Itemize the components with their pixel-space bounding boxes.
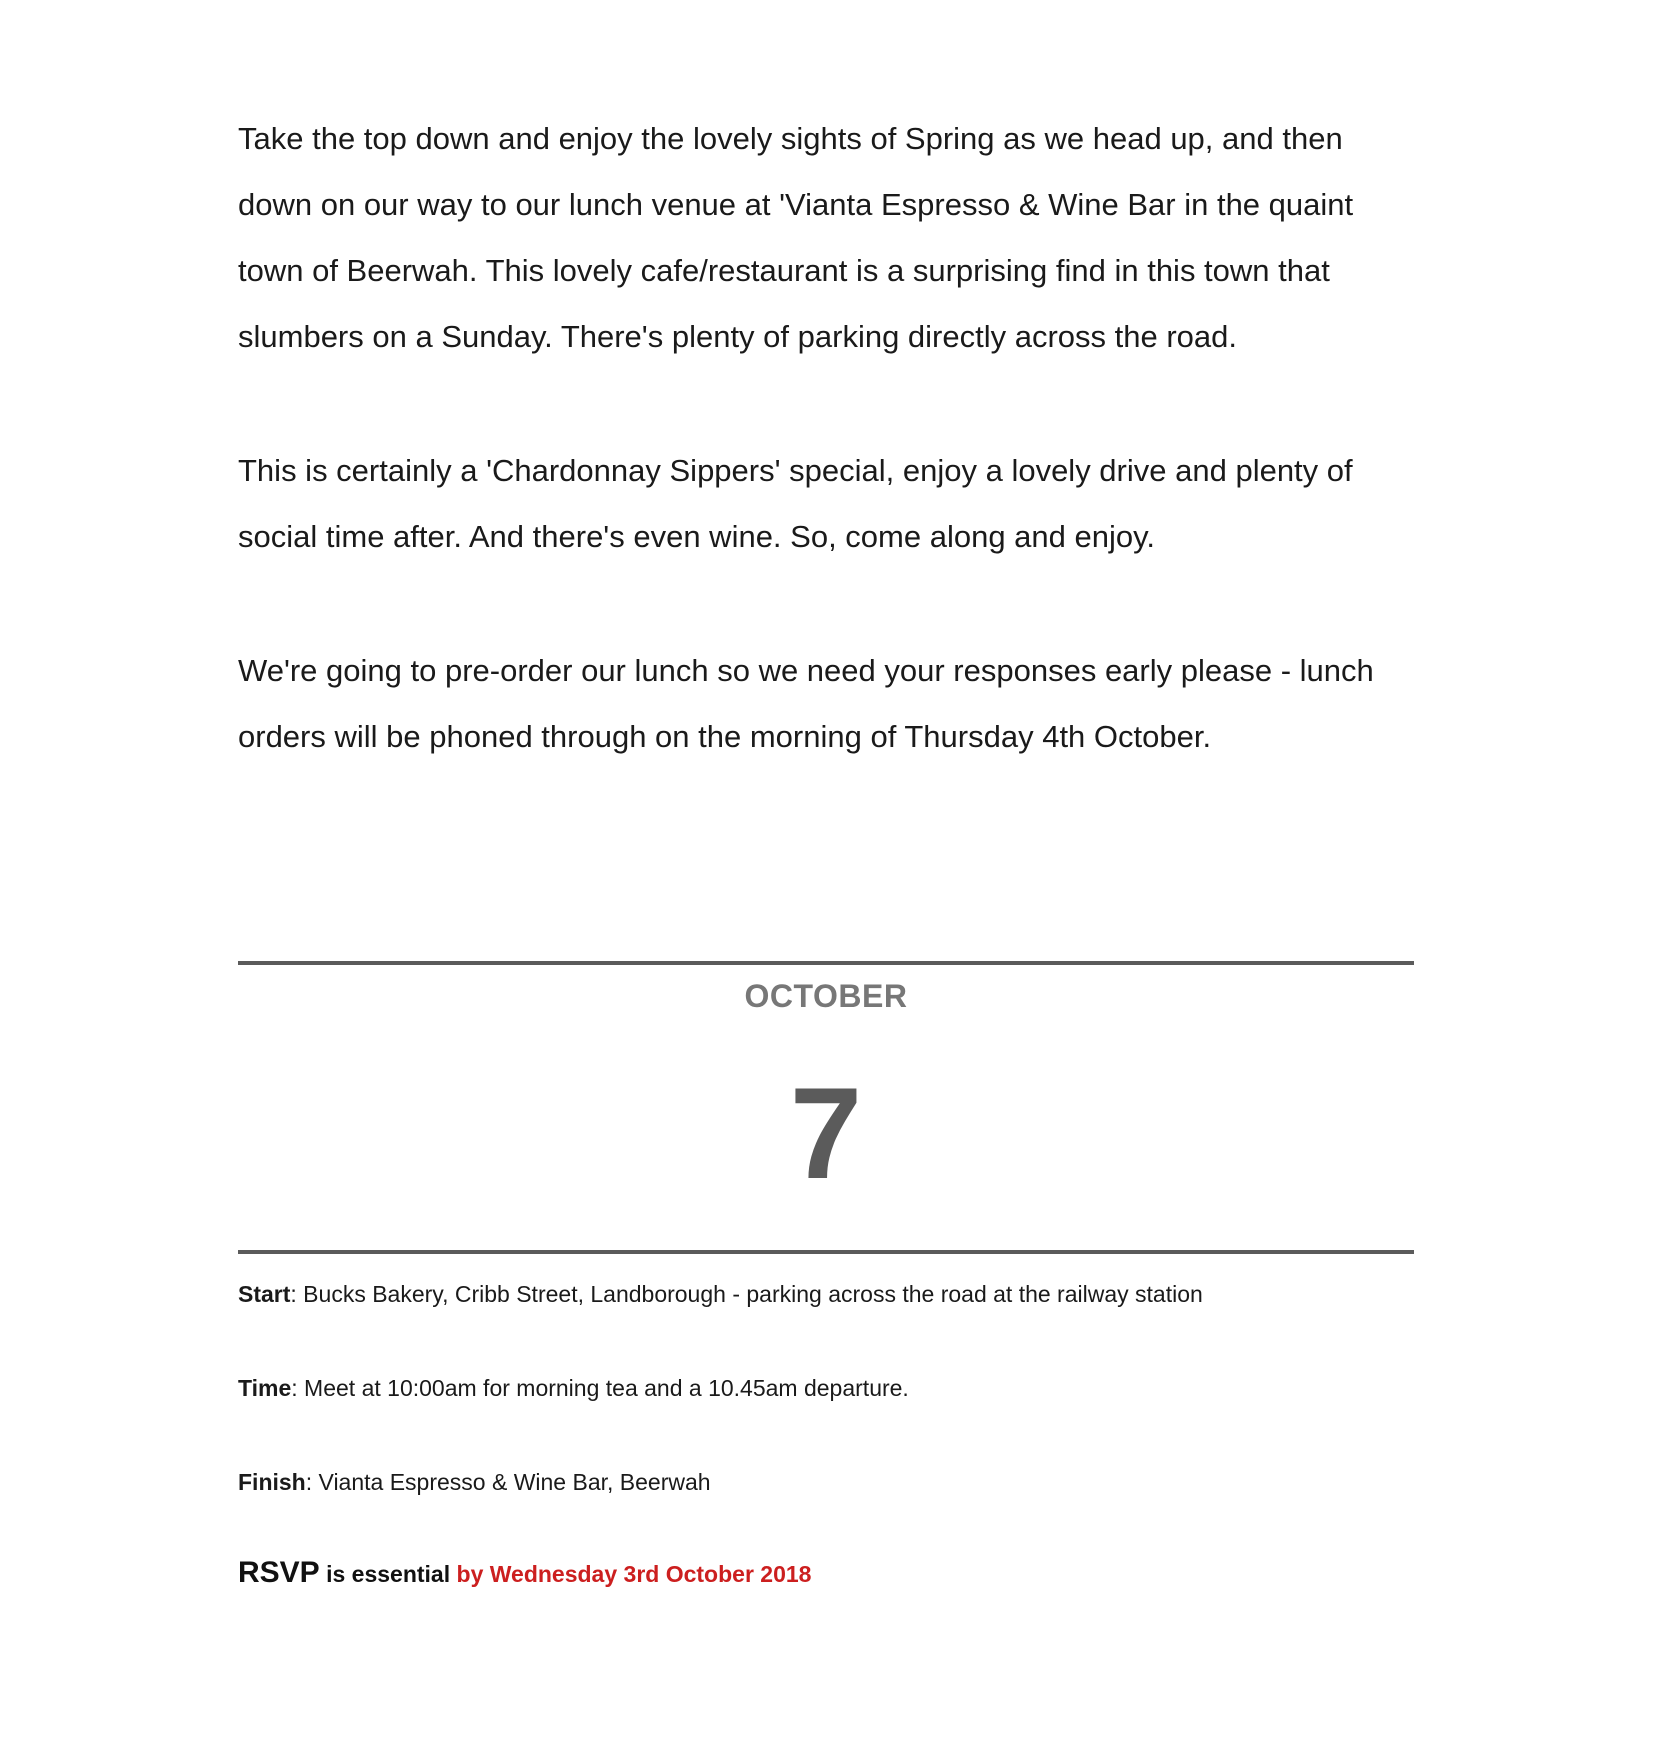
time-label: Time	[238, 1375, 292, 1401]
start-detail	[238, 1280, 1203, 1308]
time-detail	[238, 1374, 909, 1402]
paragraph-1-line-2: down on our way to our lunch venue at 'Vianta Espresso & Wine Bar in the quaint	[238, 187, 1354, 222]
rsvp-deadline: by Wednesday 3rd October 2018	[456, 1561, 812, 1587]
event-day: 7	[789, 1060, 863, 1206]
date-bottom-rule	[238, 1250, 1414, 1254]
rsvp-text: is essential	[319, 1561, 457, 1587]
finish-value: : Vianta Espresso & Wine Bar, Beerwah	[305, 1469, 711, 1495]
paragraph-3-line-1: We're going to pre-order our lunch so we need your responses early please - lunch	[238, 653, 1374, 688]
rsvp-label: RSVP	[238, 1556, 320, 1589]
rsvp-line	[238, 1556, 811, 1590]
event-month: OCTOBER	[744, 978, 908, 1014]
finish-label: Finish	[238, 1469, 306, 1495]
time-value: : Meet at 10:00am for morning tea and a 10.45am departure.	[291, 1375, 909, 1401]
paragraph-3-line-2: orders will be phoned through on the morning of Thursday 4th October.	[238, 719, 1212, 754]
date-top-rule	[238, 961, 1414, 965]
finish-detail	[238, 1468, 711, 1496]
paragraph-2-line-2: social time after. And there's even wine. So, come along and enjoy.	[238, 519, 1155, 554]
start-label: Start	[238, 1281, 291, 1307]
paragraph-1-line-4: slumbers on a Sunday. There's plenty of parking directly across the road.	[238, 319, 1238, 354]
paragraph-1-line-1: Take the top down and enjoy the lovely sights of Spring as we head up, and then	[238, 121, 1343, 156]
paragraph-2-line-1: This is certainly a 'Chardonnay Sippers' special, enjoy a lovely drive and plenty of	[238, 453, 1353, 488]
start-value: : Bucks Bakery, Cribb Street, Landborough - parking across the road at the railway station	[290, 1281, 1203, 1307]
paragraph-1-line-3: town of Beerwah. This lovely cafe/restaurant is a surprising find in this town that	[238, 253, 1330, 288]
